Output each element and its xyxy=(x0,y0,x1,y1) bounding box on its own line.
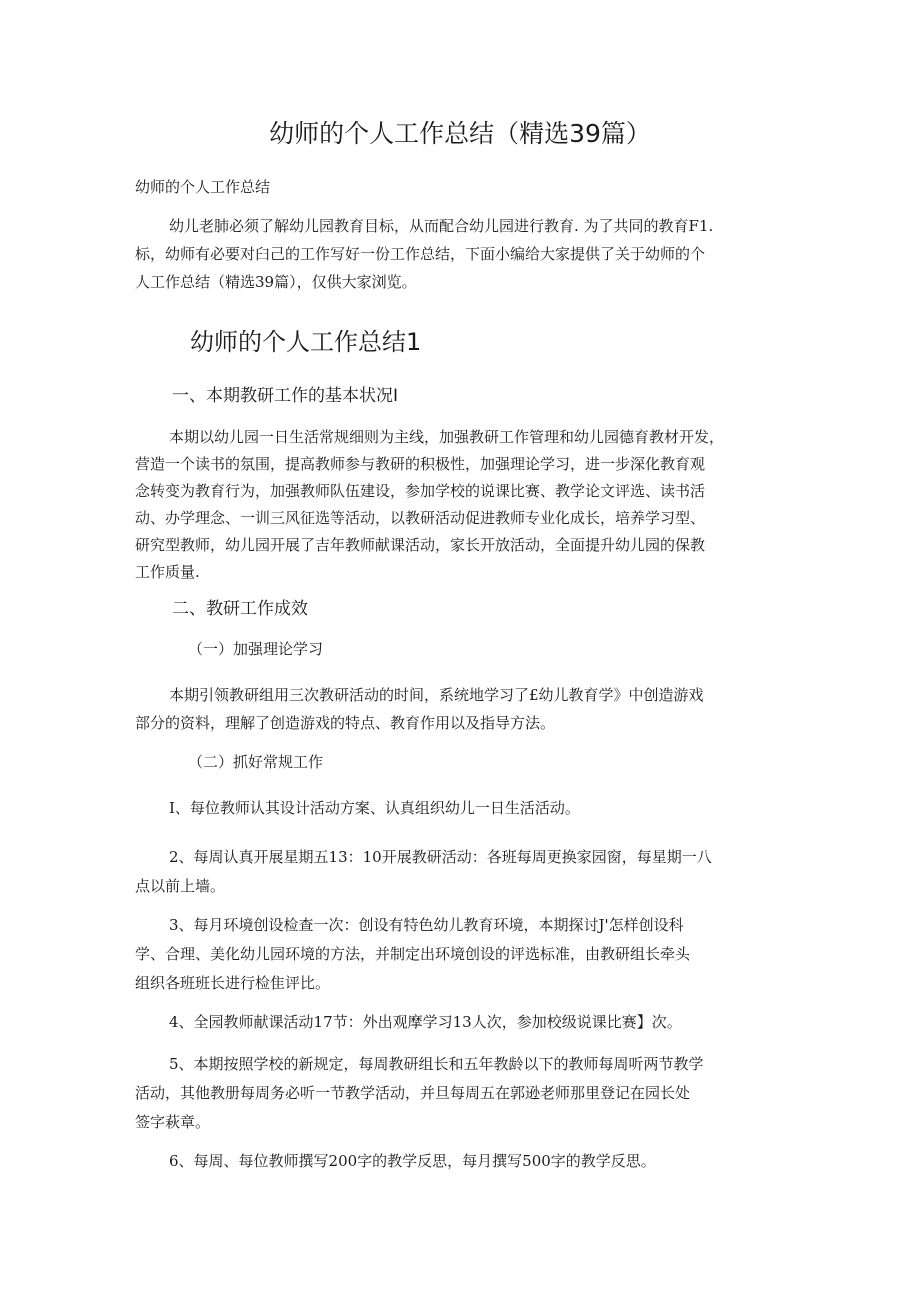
intro-paragraph xyxy=(135,212,790,296)
paragraph-line: 组织各班班长进行检隹评比。 xyxy=(135,974,331,992)
paragraph-line: 签字萩章。 xyxy=(135,1113,211,1131)
list-item-5 xyxy=(135,1050,790,1137)
paragraph-line: 6、每周、每位教师撰写200字的教学反思，每月撰写500字的教学反思。 xyxy=(169,1152,656,1170)
list-item-4 xyxy=(135,1008,790,1037)
paragraph-line: 3、每月环境创设检查一次：创设有特色幼儿教育环境，本期探讨J'怎样创设科 xyxy=(169,916,684,934)
list-item-3 xyxy=(135,911,790,998)
document-subtitle: 幼师的个人工作总结 xyxy=(135,178,271,196)
paragraph-line: 点以前上墙。 xyxy=(135,877,226,895)
document-title: 幼师的个人工作总结（精选39篇） xyxy=(269,119,651,148)
subheading-theory: （一）加强理论学习 xyxy=(188,640,324,658)
paragraph-line: 4、全园教师献课活动17节：外出观摩学习13人次，参加校级说课比赛】次。 xyxy=(169,1013,682,1031)
paragraph-basic-status xyxy=(135,424,790,586)
paragraph-line: 人工作总结（精选39篇），仅供大家浏览。 xyxy=(135,273,417,291)
paragraph-line: 研究型教师，幼儿园开展了吉年教师献课活动，家长开放活动，全面提升幼儿园的保教 xyxy=(135,536,706,554)
paragraph-line: 标，幼师有必要对臼己的工作写好一份工作总结，下面小编给大家提供了关于幼师的个 xyxy=(135,245,706,263)
paragraph-line: 本期以幼儿园一日生活常规细则为主线，加强教研工作管理和幼儿园德育教材开发， xyxy=(169,428,725,446)
heading-results: 二、教研工作成效 xyxy=(172,599,308,619)
paragraph-line: 部分的资料，理解了创造游戏的特点、教育作用以及指导方法。 xyxy=(135,714,556,732)
paragraph-line: 2、每周认真开展星期五13：10开展教研活动：各班每周更换家园窗，每星期一八 xyxy=(169,848,712,866)
paragraph-line: 本期引领教研组用三次教研活动的时间，系统地学习了£幼儿教育学》中创造游戏 xyxy=(169,686,704,704)
heading-basic-status: 一、本期教研工作的基本状况I xyxy=(172,386,399,406)
list-item-1 xyxy=(135,794,790,823)
list-item-2 xyxy=(135,843,790,901)
paragraph-line: 念转变为教育行为，加强教师队伍建设，参加学校的说课比赛、教学论文评选、读书活 xyxy=(135,482,706,500)
paragraph-line: 学、合理、美化幼儿园环境的方法，并制定出环境创设的评选标准，由教研组长牵头 xyxy=(135,945,691,963)
paragraph-theory xyxy=(135,681,790,737)
paragraph-line: 5、本期按照学校的新规定，每周教研组长和五年教龄以下的教师每周听两节教学 xyxy=(169,1055,704,1073)
paragraph-line: 活动，其他教册每周务必听一节教学活动，并旦每周五在郭逊老师那里登记在园长处 xyxy=(135,1084,691,1102)
paragraph-line: 营造一个读书的氛围，提高教师参与教研的积极性，加强理论学习，进一步深化教育观 xyxy=(135,455,706,473)
list-item-6 xyxy=(135,1147,790,1176)
paragraph-line: 工作质量. xyxy=(135,563,200,581)
paragraph-line: I、每位教师认其设计活动方案、认真组织幼儿一日生活活动。 xyxy=(169,799,580,817)
section-heading: 幼师的个人工作总结1 xyxy=(190,328,422,356)
paragraph-line: 幼儿老肺必须了解幼儿园教育目标，从而配合幼儿园进行教育. 为了共同的教育F1. xyxy=(169,217,714,235)
subheading-routine: （二）抓好常规工作 xyxy=(188,753,324,771)
paragraph-line: 动、办学理念、一训三风征选等活动，以教研活动促进教师专业化成长，培养学习型、 xyxy=(135,509,706,527)
